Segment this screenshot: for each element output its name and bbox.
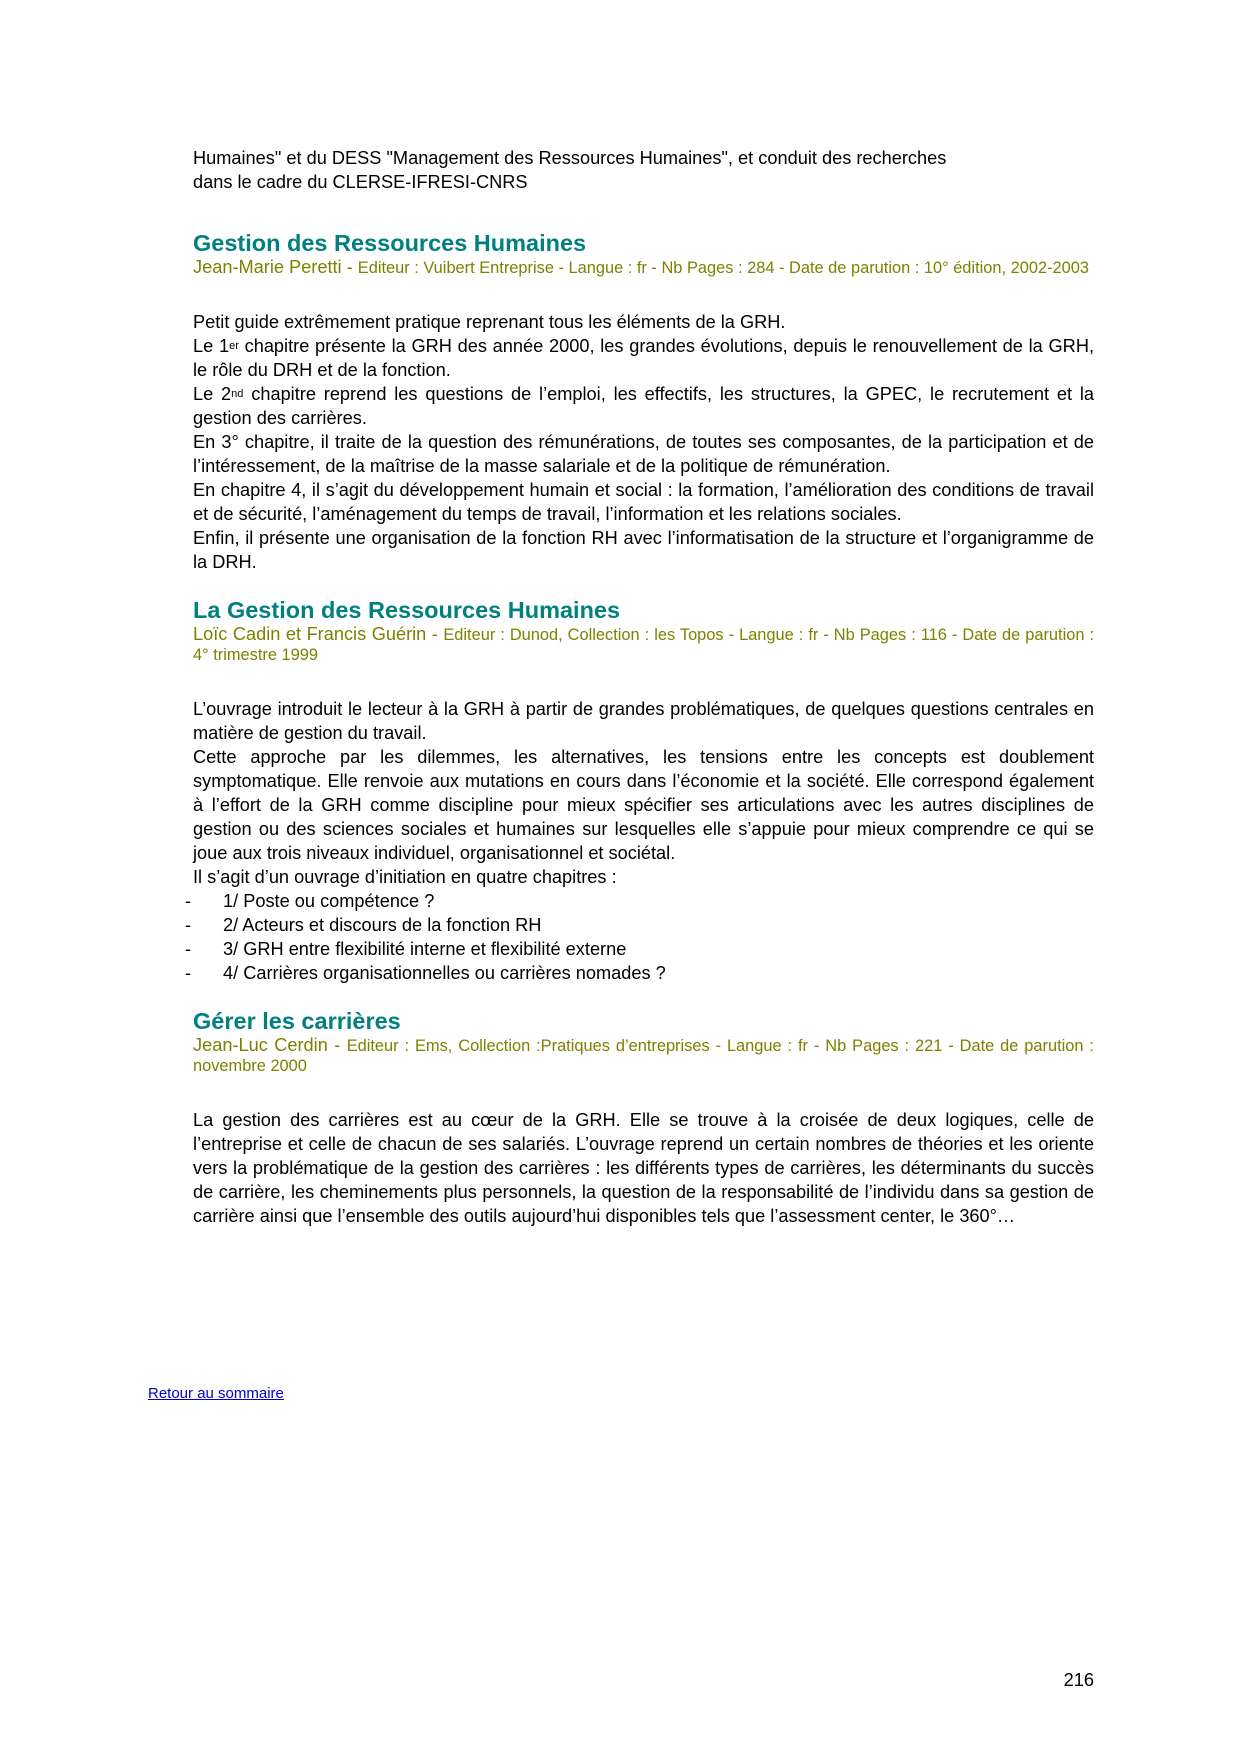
intro-line-1: Humaines" et du DESS "Management des Ressources Humaines", et conduit des recherches [193,148,947,168]
book-paragraph: En chapitre 4, il s’agit du développement humain et social : la formation, l’amélioration des conditions de travail et de sécurité, l’aménagement du temps de travail, l’information et les relations sociales. [193,480,1094,524]
book-paragraph: L’ouvrage introduit le lecteur à la GRH à partir de grandes problématiques, de quelques questions centrales en matière de gestion du travail. [193,699,1094,743]
book-section-3 [193,1007,1094,1228]
chapter-text: chapitre présente la GRH des année 2000, les grandes évolutions, depuis le renouvellement de la GRH, le rôle du DRH et de la fonction. [193,336,1095,380]
book-meta [193,257,1094,278]
book-details: Editeur : Ems, Collection :Pratiques d’entreprises - Langue : fr - Nb Pages : 221 - Date de parution : novembre 2000 [193,1037,1094,1075]
list-item-text: 4/ Carrières organisationnelles ou carrières nomades ? [223,963,666,983]
book-details: Editeur : Vuibert Entreprise - Langue : fr - Nb Pages : 284 - Date de parution : 10° édition, 2002-2003 [357,259,1089,277]
list-item-text: 3/ GRH entre flexibilité interne et flexibilité externe [223,939,627,959]
book-details: Editeur : Dunod, Collection : les Topos - Langue : fr - Nb Pages : 116 - Date de parution : 4° trimestre 1999 [193,626,1094,664]
list-item-text: 1/ Poste ou compétence ? [223,891,435,911]
dash-bullet: - [185,915,192,935]
book-author: Loïc Cadin et Francis Guérin - [193,624,444,644]
book-section-1 [193,229,1094,574]
chapter-text: chapitre reprend les questions de l’emploi, les effectifs, les structures, la GPEC, le recrutement et la gestion des carrières. [193,384,1094,428]
chapter-text: Le 1 [193,336,230,356]
book-meta [193,624,1094,665]
intro-paragraph [193,146,1094,194]
book-title: Gérer les carrières [193,1008,401,1034]
book-title: La Gestion des Ressources Humaines [193,597,621,623]
intro-line-2: dans le cadre du CLERSE-IFRESI-CNRS [193,172,528,192]
book-meta [193,1035,1094,1076]
chapter-text: Le 2 [193,384,232,404]
book-author: Jean-Luc Cerdin - [193,1035,347,1055]
list-item [185,961,1094,985]
book-author: Jean-Marie Peretti - [193,257,358,277]
book-paragraph: La gestion des carrières est au cœur de la GRH. Elle se trouve à la croisée de deux logiques, celle de l’entreprise et celle de chacun de ses salariés. L’ouvrage reprend un certain nombres de théories et les oriente vers la problématique de la gestion des carrières : les différents types de carrières, les déterminants du succès de carrière, les cheminements plus personnels, la question de la responsabilité de l’individu dans sa gestion de carrière ainsi que l’ensemble des outils aujourd’hui disponibles tels que l’assessment center, le 360°… [193,1110,1094,1226]
ordinal-superscript: er [229,340,239,352]
list-item-text: 2/ Acteurs et discours de la fonction RH [223,915,542,935]
book-paragraph [193,334,1094,382]
list-item [185,937,1094,961]
page-number: 216 [1063,1670,1094,1690]
book-paragraph: Enfin, il présente une organisation de la fonction RH avec l’informatisation de la structure et l’organigramme de la DRH. [193,528,1094,572]
ordinal-superscript: nd [231,388,244,400]
book-section-2 [185,596,1094,985]
book-paragraph: Cette approche par les dilemmes, les alternatives, les tensions entre les concepts est doublement symptomatique. Elle renvoie aux mutations en cours dans l’économie et la société. Elle correspond également à l’effort de la GRH comme discipline pour mieux spécifier ses articulations avec les autres disciplines de gestion ou des sciences sociales et humaines sur lesquelles elle s’appuie pour mieux comprendre ce qui se joue aux trois niveaux individuel, organisationnel et sociétal. [193,747,1094,863]
dash-bullet: - [185,939,192,959]
dash-bullet: - [185,963,192,983]
book-paragraph [193,382,1094,430]
book-paragraph: Petit guide extrêmement pratique reprenant tous les éléments de la GRH. [193,312,786,332]
back-to-summary-link[interactable]: Retour au sommaire [148,1385,284,1402]
dash-bullet: - [185,891,192,911]
book-paragraph: Il s’agit d’un ouvrage d’initiation en quatre chapitres : [193,867,617,887]
list-item [185,889,1094,913]
book-title: Gestion des Ressources Humaines [193,230,587,256]
list-item [185,913,1094,937]
book-paragraph: En 3° chapitre, il traite de la question des rémunérations, de toutes ses composantes, de la participation et de l’intéressement, de la maîtrise de la masse salariale et de la politique de rémunération. [193,432,1094,476]
document-body [185,146,1095,1228]
chapter-list [185,889,1094,985]
